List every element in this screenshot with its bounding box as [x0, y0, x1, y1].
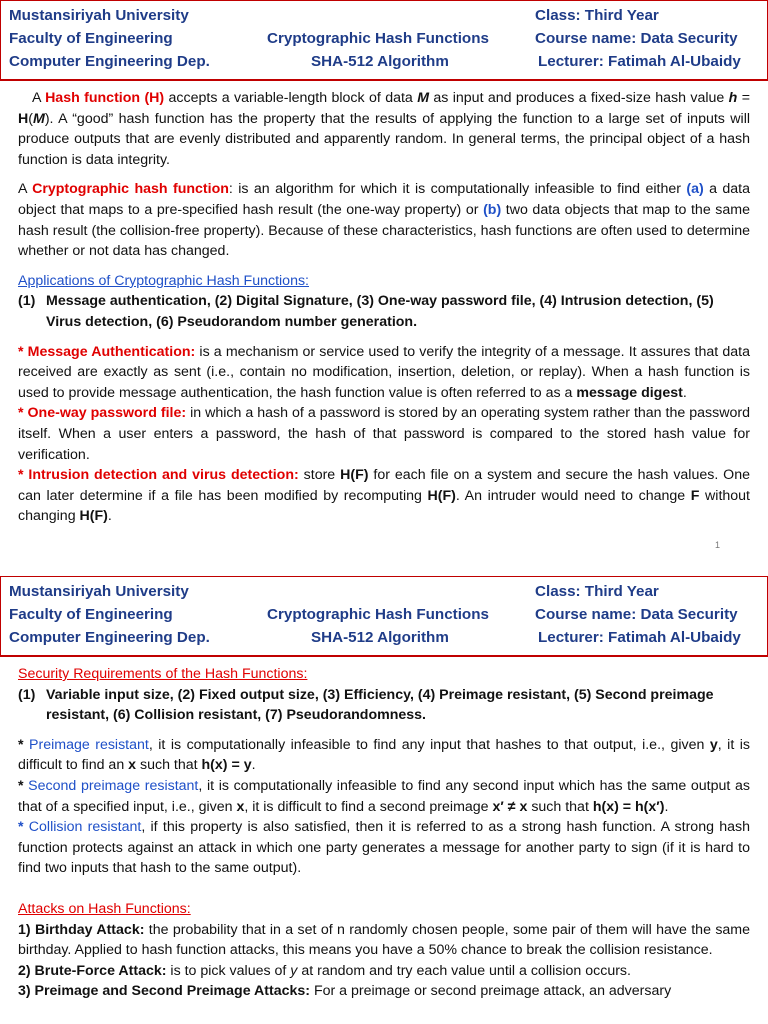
preimage-attacks-term: 3) Preimage and Second Preimage Attacks:: [18, 983, 311, 1000]
math-var: F: [690, 487, 700, 504]
text-run: such that: [136, 757, 202, 774]
security-requirements-list: [18, 685, 750, 726]
item-marker-b: (b): [483, 201, 502, 218]
math-expr: H(F): [427, 487, 456, 504]
item-marker-a: (a): [686, 181, 704, 198]
security-requirements-heading: Security Requirements of the Hash Functions:: [18, 666, 308, 682]
applications-list: [18, 291, 750, 332]
text-run: A: [18, 181, 33, 198]
intrusion-detection-paragraph: [18, 465, 750, 527]
message-authentication-term: * Message Authentication:: [18, 343, 196, 360]
intrusion-detection-term: * Intrusion detection and virus detection:: [18, 467, 299, 484]
brute-force-term: 2) Brute-Force Attack:: [18, 962, 167, 979]
password-file-term: * One-way password file:: [18, 405, 187, 422]
math-expr: h(x) = y: [201, 757, 252, 774]
message-digest-term: message digest: [576, 384, 683, 401]
cryptographic-hash-paragraph: [18, 179, 750, 261]
password-file-paragraph: [18, 403, 750, 465]
text-run: as input and produces a fixed-size hash value: [429, 90, 729, 106]
text-run: ). A “good” hash function has the property that the results of applying the function to a large set of inputs will produce outputs that are evenly distributed and apparently random. In general terms, the principal object of a hash function is data integrity.: [18, 110, 750, 168]
text-run: . An intruder would need to change: [455, 487, 691, 504]
hash-function-term: Hash function (H): [45, 90, 165, 106]
text-run: such that: [527, 798, 593, 815]
course-name: Course name: Data Security: [535, 606, 738, 623]
text-run: the probability that in a set of n randomly chosen people, some pair of them will have the same birthday. Applied to hash function attacks, this means you have a 50% chance to break the collision resistance.: [18, 921, 751, 959]
text-run: , it is computationally infeasible to find any second input which has the same output as that of a specified input, i.e., given: [18, 777, 750, 815]
lecturer-name: Lecturer: Fatimah Al-Ubaidy: [538, 53, 741, 70]
text-run: A: [32, 90, 46, 106]
lecturer-name: Lecturer: Fatimah Al-Ubaidy: [538, 629, 741, 646]
bullet-star: *: [18, 819, 29, 836]
math-expr: H(F): [340, 467, 369, 484]
text-run: (: [28, 110, 33, 127]
lecture-subtopic: SHA-512 Algorithm: [311, 53, 449, 70]
list-number: (1): [18, 686, 36, 703]
text-run: .: [682, 384, 687, 401]
text-run: , if this property is also satisfied, then it is referred to as a strong hash function. A strong hash function protects against an attack in which one party generates a message for another party to sign (if it is hard to find two inputs that hash to the same output).: [18, 819, 751, 877]
lecture-topic: Cryptographic Hash Functions: [267, 606, 489, 623]
birthday-attack-term: 1) Birthday Attack:: [18, 921, 145, 938]
university-name: Mustansiriyah University: [9, 7, 189, 24]
math-var: y: [290, 962, 298, 979]
math-var: x: [128, 757, 137, 774]
department-name: Computer Engineering Dep.: [9, 629, 210, 646]
text-run: , it is difficult to find a second preimage: [244, 798, 493, 815]
page-header: [0, 0, 768, 81]
text-run: =: [737, 90, 751, 106]
page-number: 1: [714, 540, 720, 550]
lecture-topic: Cryptographic Hash Functions: [267, 30, 489, 47]
text-run: For a preimage or second preimage attack, an adversary: [310, 983, 672, 1000]
preimage-attacks-paragraph: [18, 981, 750, 1002]
text-run: .: [251, 757, 256, 774]
second-preimage-term: Second preimage resistant: [28, 777, 199, 794]
collision-resistant-term: Collision resistant: [28, 819, 142, 836]
brute-force-paragraph: [18, 961, 750, 982]
math-expr: H(F): [79, 508, 108, 525]
text-run: without changing: [18, 487, 750, 525]
collision-resistant-paragraph: [18, 817, 750, 879]
security-requirements-text: Variable input size, (2) Fixed output size, (3) Efficiency, (4) Preimage resistant, (5) Second preimage resistant, (6) Collision resistant, (7) Pseudorandomness.: [46, 686, 714, 724]
university-name: Mustansiriyah University: [9, 583, 189, 600]
page-2: [0, 576, 768, 1024]
applications-text: Message authentication, (2) Digital Signature, (3) One-way password file, (4) Intrusion detection, (5) Virus detection, (6) Pseudorandom number generation.: [46, 293, 714, 330]
course-name: Course name: Data Security: [535, 30, 738, 47]
math-var: h: [728, 90, 738, 106]
text-run: accepts a variable-length block of data: [164, 90, 418, 106]
text-run: two data objects that map to the same hash result (the collision-free property). Because of these characteristics, hash functions are often used to determine whether or not data has changed.: [18, 201, 750, 260]
page-header: [0, 576, 768, 657]
faculty-name: Faculty of Engineering: [9, 30, 173, 47]
applications-heading: Applications of Cryptographic Hash Functions:: [18, 272, 309, 289]
page-2-body: [18, 664, 750, 1002]
cryptographic-hash-term: Cryptographic hash function: [32, 181, 229, 198]
attacks-heading: Attacks on Hash Functions:: [18, 900, 191, 917]
math-var: y: [709, 736, 718, 753]
text-run: at random and try each value until a collision occurs.: [297, 962, 631, 979]
text-run: a data object that maps to a pre-specified hash result (the one-way property) or: [18, 181, 751, 218]
text-run: .: [107, 508, 112, 525]
bullet-star: *: [18, 777, 29, 794]
second-preimage-paragraph: [18, 776, 750, 817]
preimage-resistant-term: Preimage resistant: [29, 736, 149, 753]
bullet-star: *: [18, 736, 30, 753]
math-var: H: [18, 110, 29, 127]
text-run: is a mechanism or service used to verify the integrity of a message. It assures that data received are exactly as sent (i.e., contain no modification, insertion, deletion, or replay). When a hash function is used to provide message authentication, the hash function value is often referred to as a: [18, 343, 750, 401]
birthday-attack-paragraph: [18, 920, 750, 961]
list-number: (1): [18, 293, 36, 310]
text-run: .: [664, 798, 669, 815]
text-run: , it is computationally infeasible to find any input that hashes to that output, i.e., given: [148, 736, 710, 753]
hash-function-paragraph: [18, 88, 750, 170]
page-1-body: [18, 88, 750, 527]
class-label: Class: Third Year: [535, 583, 659, 600]
math-expr: h(x) = h(x′): [592, 798, 665, 815]
text-run: in which a hash of a password is stored by an operating system rather than the password itself. When a user enters a password, the hash of that password is compared to the stored hash value for verification.: [18, 405, 750, 463]
math-expr: x′ ≠ x: [492, 798, 528, 815]
text-run: , it is difficult to find an: [18, 736, 750, 774]
text-run: : is an algorithm for which it is computationally infeasible to find either: [228, 181, 687, 198]
text-run: is to pick values of: [166, 962, 291, 979]
message-authentication-paragraph: [18, 342, 750, 404]
math-var: M: [32, 110, 45, 127]
preimage-resistant-paragraph: [18, 735, 750, 776]
class-label: Class: Third Year: [535, 7, 659, 24]
math-var: M: [417, 90, 430, 106]
text-run: for each file on a system and secure the hash values. One can later determine if a file has been modified by recomputing: [18, 467, 750, 504]
math-var: x: [236, 798, 245, 815]
lecture-subtopic: SHA-512 Algorithm: [311, 629, 449, 646]
faculty-name: Faculty of Engineering: [9, 606, 173, 623]
text-run: store: [298, 467, 341, 484]
department-name: Computer Engineering Dep.: [9, 53, 210, 70]
